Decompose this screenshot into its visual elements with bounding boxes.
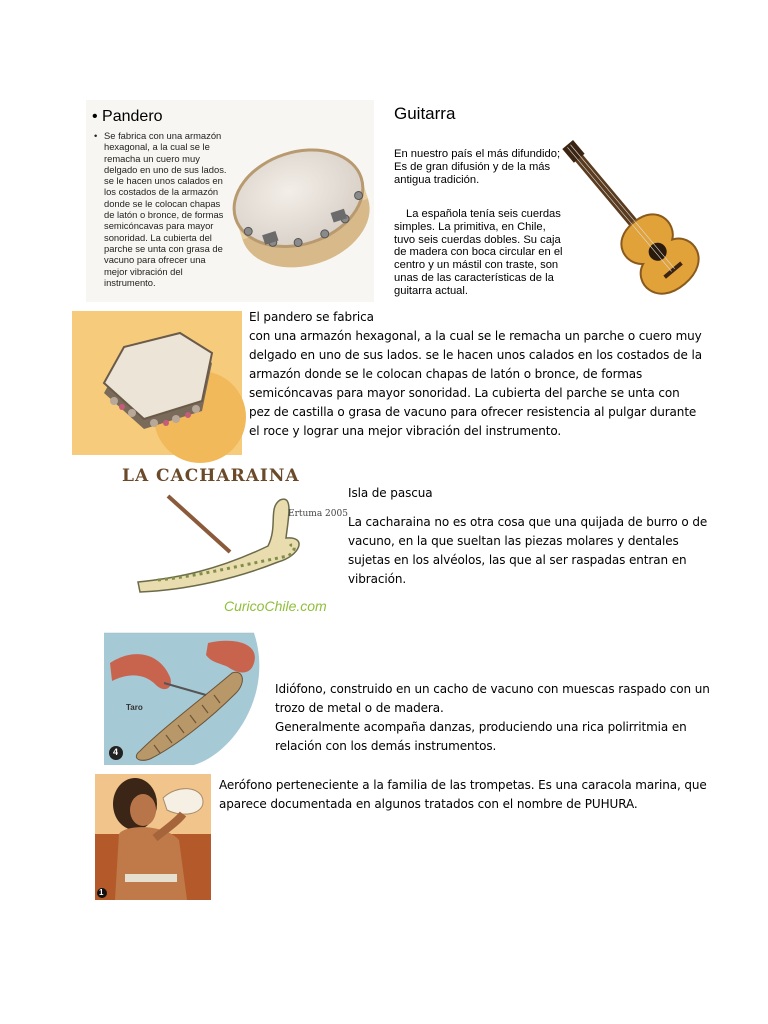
image-number-4: 4 bbox=[113, 747, 119, 757]
hexagonal-pandero-image bbox=[72, 311, 242, 455]
taro-label: Taro bbox=[126, 703, 143, 712]
pandero-body: con una armazón hexagonal, a la cual se le remacha un parche o cuero muy delgado en uno de sus lados. se le hacen unos calados en los costados de la armazón donde se le colocan chapas de latón o bronce, de formas semicóncavas para mayor sonoridad. La cubierta del parche se unta con pez de castilla o grasa de vacuno para ofrecer resistencia al pulgar durante el roce y lograr una mejor vibración del instrumento. bbox=[249, 329, 702, 438]
image-number-1: 1 bbox=[99, 888, 104, 897]
idiofono-line-1: Idiófono, construido en un cacho de vacuno con muescas raspado con un trozo de metal o de madera. bbox=[275, 682, 710, 715]
pandero-card-title: • Pandero bbox=[92, 108, 163, 125]
tambourine-image bbox=[226, 128, 374, 278]
jawbone-drawing bbox=[118, 486, 348, 596]
svg-text:Ertuma 2005: Ertuma 2005 bbox=[288, 509, 348, 519]
aerofono-image bbox=[95, 774, 211, 900]
guitarra-paragraph-1: En nuestro país el más difundido; Es de gran difusión y de la más antigua tradición. bbox=[394, 148, 561, 186]
aerofono-description: Aerófono perteneciente a la familia de las trompetas. Es una caracola marina, que aparece documentada en algunos tratados con el nombre de PUHURA. bbox=[219, 778, 707, 811]
cacharaina-description: La cacharaina no es otra cosa que una quijada de burro o de vacuno, en la que sueltan las piezas molares y dentales sujetas en los alvéolos, las que al ser raspadas entran en vibración. bbox=[348, 515, 708, 586]
pandero-card-body: • Se fabrica con una armazón hexagonal, a la cual se le remacha un cuero muy delgado en uno de sus lados. se le hacen unos calados en los costados de la armazón donde se le colocan chapas de latón o bronce, de formas semicóncavas para mayor sonoridad. La cubierta del parche se unta con grasa de vacuno para ofrecer una mejor vibración del instrumento. bbox=[94, 130, 227, 288]
guitarra-paragraph-2: La española tenía seis cuerdas simples. La primitiva, en Chile, tuvo seis cuerdas dobles. Su caja de madera con boca circular en el centro y un mástil con traste, son unas de las características de la guitarra actual. bbox=[394, 208, 563, 297]
idiofono-description bbox=[275, 680, 715, 756]
idiofono-line-2: Generalmente acompaña danzas, produciendo una rica polirritmia en relación con los demás instrumentos. bbox=[275, 720, 687, 753]
isla-de-pascua-heading: Isla de pascua bbox=[348, 486, 433, 500]
guitarra-title: Guitarra bbox=[394, 104, 456, 123]
cacharaina-image bbox=[118, 462, 348, 620]
pandero-description bbox=[249, 308, 704, 441]
curicochile-credit: CuricoChile.com bbox=[224, 598, 327, 614]
pandero-first-line: El pandero se fabrica bbox=[249, 310, 374, 324]
idiofono-horn-drawing bbox=[104, 633, 266, 765]
cacharaina-image-title: LA CACHARAINA bbox=[122, 466, 300, 486]
guitarra-card bbox=[386, 98, 706, 304]
pandero-card bbox=[86, 100, 374, 302]
shell-trumpet-player-drawing bbox=[95, 774, 211, 900]
idiofono-image bbox=[104, 633, 266, 765]
guitar-image bbox=[562, 142, 706, 302]
